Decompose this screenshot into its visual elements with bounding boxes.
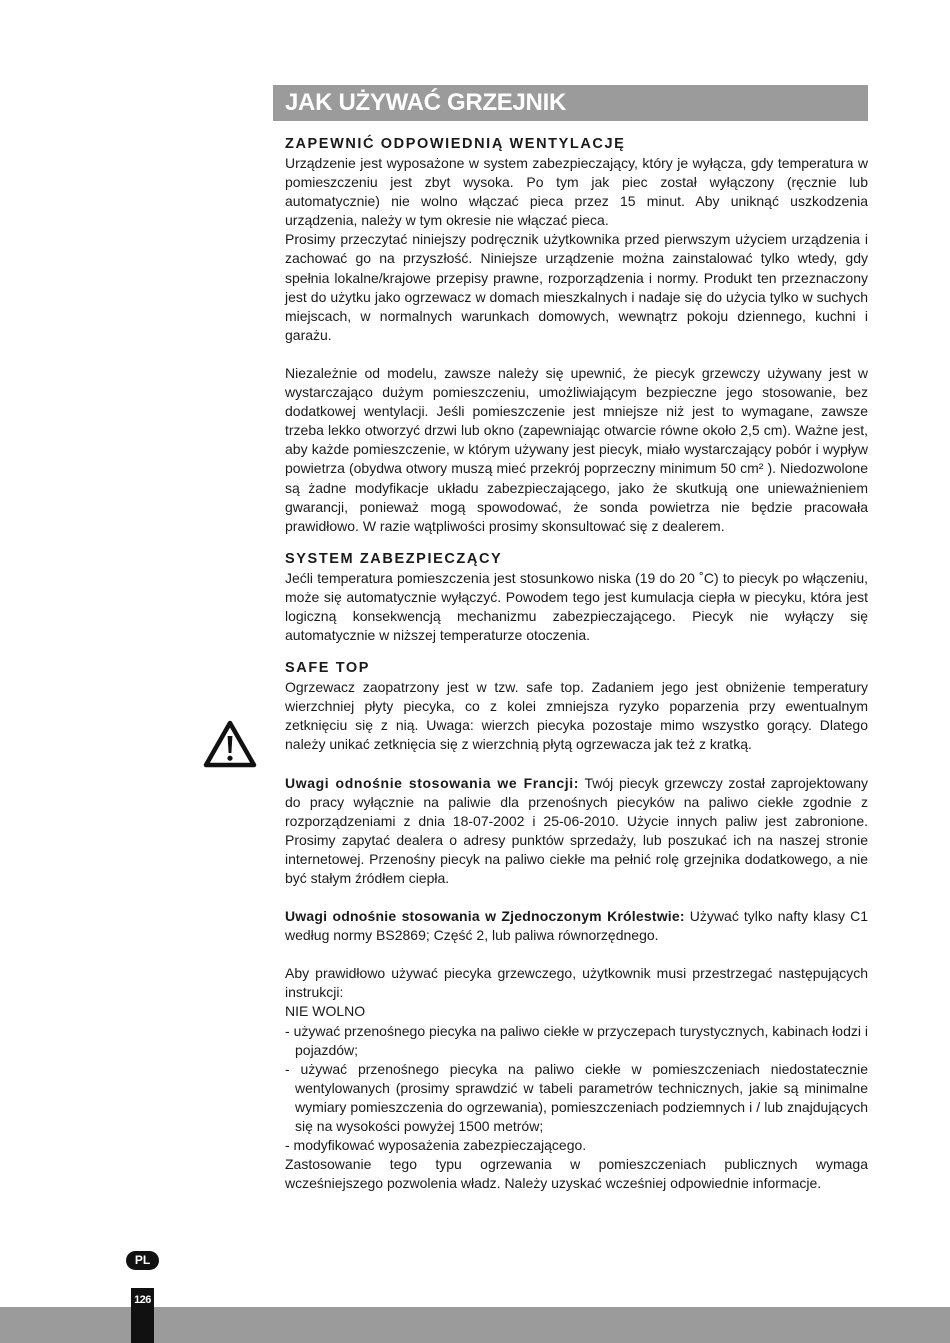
warning-triangle-icon xyxy=(203,720,257,768)
heading-ventilation: ZAPEWNIĆ ODPOWIEDNIĄ WENTYLACJĘ xyxy=(285,136,626,152)
heading-safety-system: SYSTEM ZABEZPIECZĄCY xyxy=(285,550,503,567)
paragraph-ventilation-2: Prosimy przeczytać niniejszy podręcznik użytkownika przed pierwszym użyciem urządzenia i zachować go na przyszłość. Niniejsze urządzenie można zainstalować tylko wtedy, gdy spełnia lokalne/krajowe przepisy prawne, rozporządzenia i normy. Produkt ten przeznaczony jest do użytku jako ogrzewacz w domach mieszkalnych i nadaje się do użycia tylko w suchych miejscach, w normalnych warunkach domowych, wewnątrz pokoju dziennego, kuchni i garażu. xyxy=(285,231,868,343)
heading-safe-top: SAFE TOP xyxy=(285,660,371,677)
list-item: - używać przenośnego piecyka na paliwo ciekłe w przyczepach turystycznych, kabinach łodzi i pojazdów; xyxy=(285,1022,868,1058)
paragraph-ventilation-1: Urządzenie jest wyposażone w system zabezpieczający, który je wyłącza, gdy temperatura w pomieszczeniu jest zbyt wysoka. Po tym jak piec został wyłączony (ręcznie lub automatycznie) nie wolno włączać pieca przez 15 minut. Aby uniknąć uszkodzenia urządzenia, należy w tym okresie nie włączać pieca. xyxy=(285,155,868,229)
instructions-intro: Aby prawidłowo używać piecyka grzewczego, użytkownik musi przestrzegać następujących instrukcji: xyxy=(285,965,868,1001)
uk-text: Używać tylko nafty klasy C1 według normy BS2869; Część 2, lub paliwa równorzędnego. xyxy=(285,908,868,944)
paragraph-safety-system: Jećli temperatura pomieszczenia jest stosunkowo niska (19 do 20 ˚C) to piecyk po włączeniu, może się automatycznie wyłączyć. Powodem tego jest kumulacja ciepła w piecyku, która jest logiczną konsekwencją mechanizmu zabezpieczającego. Piecyk nie wyłączy się automatycznie w niższej temperaturze otoczenia. xyxy=(285,569,868,644)
page-number: 126 xyxy=(134,1294,151,1306)
france-lead: Uwagi odnośnie stosowania we Francji: xyxy=(285,774,579,791)
paragraph-ventilation-3: Niezależnie od modelu, zawsze należy się upewnić, że piecyk grzewczy używany jest w wystarczająco dużym pomieszczeniu, umożliwiającym bezpieczne jego stosowanie, bez dodatkowej wentylacji. Jeśli pomieszczenie jest mniejsze niż jest to wymagane, zawsze trzeba lekko otworzyć drzwi lub okno (zapewniając otwarcie równe około 2,5 cm). Ważne jest, aby każde pomieszczenie, w którym używany jest piecyk, miało wystarczający pobór i wypływ powietrza (obydwa otwory muszą mieć przekrój poprzeczny minimum 50 cm² ). Niedozwolone są żadne modyfikacje układu zabezpieczającego, jako że skutkują one unieważnieniem gwarancji, ponieważ mogą spowodować, że sonda powietrza nie będzie pracowała prawidłowo. W razie wątpliwości prosimy skonsultować się z dealerem. xyxy=(285,364,868,534)
paragraph-france xyxy=(285,774,868,889)
page-title: JAK UŻYWAĆ GRZEJNIK xyxy=(273,85,868,121)
uk-lead: Uwagi odnośnie stosowania w Zjednoczonym Królestwie: xyxy=(285,908,685,925)
language-badge: PL xyxy=(126,1251,159,1270)
france-text: Twój piecyk grzewczy został zaprojektowany do pracy wyłącznie na paliwie dla przenośnych piecyków na paliwo ciekłe zgodnie z rozporządzeniami z dnia 18-07-2002 i 25-06-2010. Użycie innych paliw jest zabronione. Prosimy zapytać dealera o adresy punktów sprzedaży, lub poszukać ich na naszej stronie internetowej. Przenośny piecyk na paliwo ciekłe ma pełnić rolę grzejnika dodatkowego, a nie być stałym źródłem ciepła. xyxy=(285,774,868,886)
list-item: - używać przenośnego piecyka na paliwo ciekłe w pomieszczeniach niedostatecznie wentylowanych (prosimy sprawdzić w tabeli parametrów technicznych, jakie są minimalne wymiary pomieszczenia do ogrzewania), pomieszczeniach podziemnych i / lub znajdujących się na wysokości powyżej 1500 metrów; xyxy=(285,1060,868,1135)
main-content xyxy=(285,134,868,1193)
page-number-tab xyxy=(131,1288,154,1343)
list-item: - modyfikować wyposażenia zabezpieczającego. xyxy=(285,1137,587,1154)
paragraph-safe-top: Ogrzewacz zaopatrzony jest w tzw. safe top. Zadaniem jego jest obniżenie temperatury wierzchniej płyty piecyka, co z kolei zmniejsza ryzyko poparzenia przy ewentualnym zetknięciu się z nią. Uwaga: wierzch piecyka pozostaje mimo wszystko gorący. Dlatego należy unikać zetknięcia się z wierzchnią płytą ogrzewacza jak też z kratką. xyxy=(285,679,868,753)
not-allowed-label: NIE WOLNO xyxy=(285,1003,366,1020)
prohibited-list xyxy=(285,1022,868,1156)
paragraph-uk xyxy=(285,907,868,945)
instructions-closing: Zastosowanie tego typu ogrzewania w pomieszczeniach publicznych wymaga wcześniejszego pozwolenia władz. Należy uzyskać wcześniej odpowiednie informacje. xyxy=(285,1156,868,1192)
